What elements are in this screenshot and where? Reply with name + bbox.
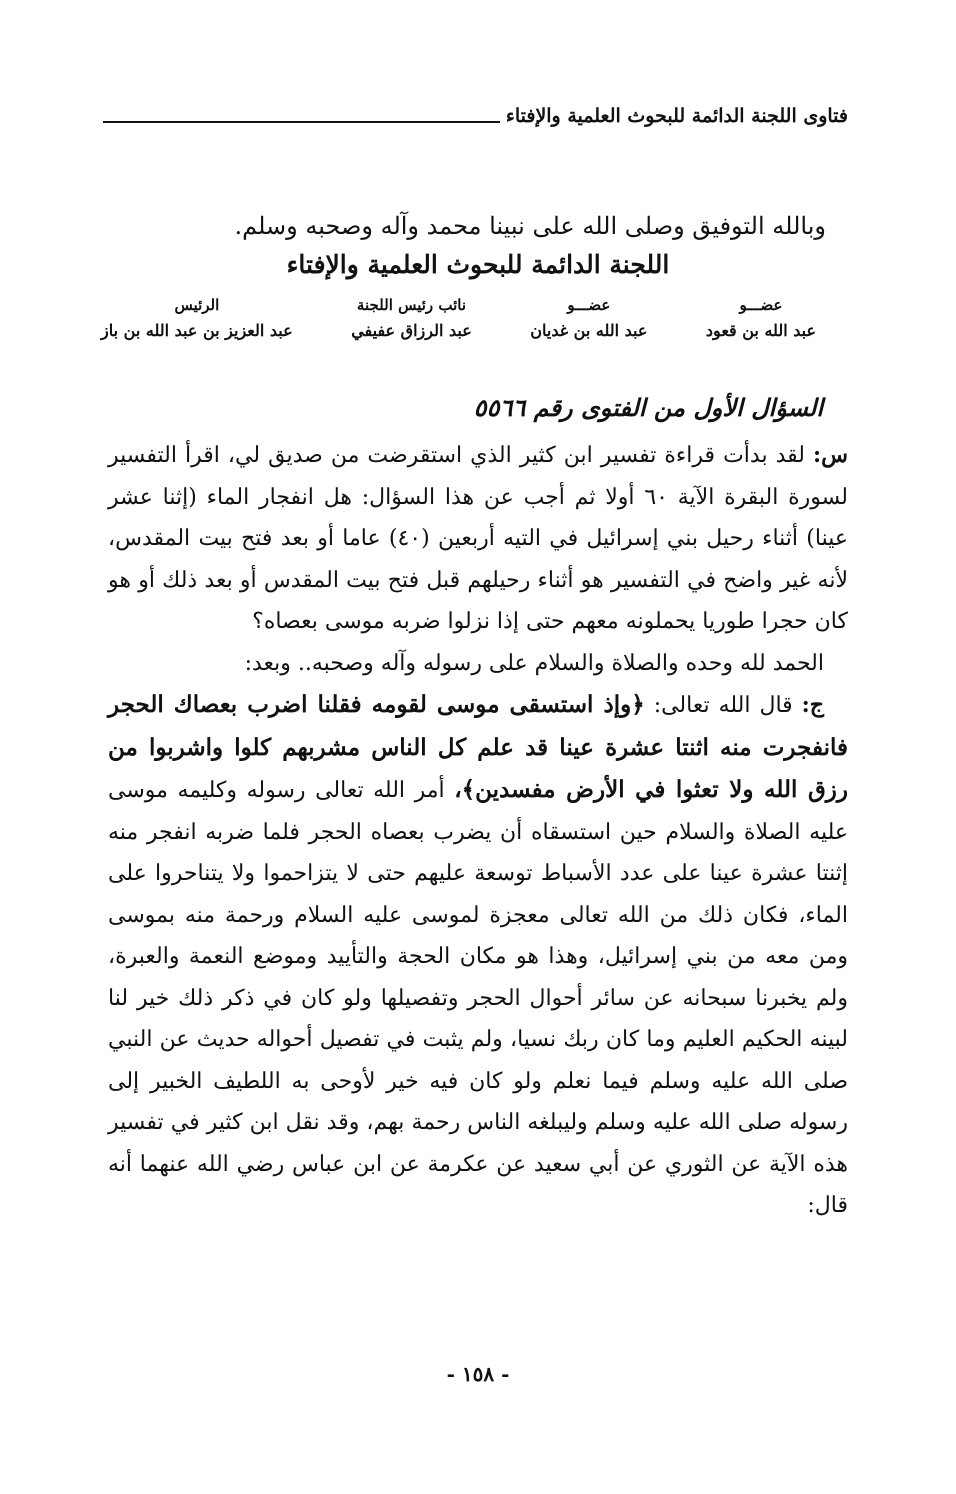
answer-intro: قال الله تعالى:: [653, 693, 793, 718]
signatory-role: الرئيس: [174, 296, 220, 314]
signatory-3: [351, 292, 472, 352]
praise-paragraph: [108, 643, 848, 685]
quran-verse: ﴿وإذ استسقى موسى لقومه فقلنا اضرب بعصاك الحجر فانفجرت منه اثنتا عشرة عينا قد علم كل الناس مشربهم كلوا واشربوا من رزق الله ولا تعثوا في الأرض مفسدين﴾،: [108, 691, 849, 803]
committee-title: اللجنة الدائمة للبحوث العلمية والإفتاء: [286, 250, 670, 279]
running-title: فتاوى اللجنة الدائمة للبحوث العلمية والإفتاء: [505, 105, 848, 127]
answer-paragraph: [108, 684, 848, 1227]
praise-line: الحمد لله وحده والصلاة والسلام على رسوله وآله وصحبه.. وبعد:: [244, 650, 824, 676]
signatory-role: عضـــو: [567, 296, 611, 314]
signatory-2: [530, 292, 647, 352]
signatory-name: عبد الله بن قعود: [705, 321, 816, 340]
signatory-role: نائب رئيس اللجنة: [356, 296, 467, 314]
question-paragraph: [108, 435, 848, 643]
fatwa-body: [108, 435, 848, 1227]
running-header: [103, 96, 848, 126]
answer-text: أمر الله تعالى رسوله وكليمه موسى عليه الصلاة والسلام حين استسقاه أن يضرب بعصاه الحجر فلما ضربه انفجر منه إثنتا عشرة عينا على عدد الأسباط توسعة عليهم حتى لا يتزاحموا ولا يتناحروا على الماء، فكان ذلك من الله تعالى معجزة لموسى عليه السلام ورحمة منه بموسى ومن معه من بني إسرائيل، وهذا هو مكان الحجة والتأييد وموضع النعمة والعبرة، ولم يخبرنا سبحانه عن سائر أحوال الحجر وتفصيلها ولو كان في ذكر ذلك خير لنا لبينه الحكيم العليم وما كان ربك نسيا، ولم يثبت في تفصيل أحواله حديث عن النبي صلى الله عليه وسلم فيما نعلم ولو كان فيه خير لأوحى به اللطيف الخبير إلى رسوله صلى الله عليه وسلم وليبلغه الناس رحمة بهم، وقد نقل ابن كثير في تفسير هذه الآية عن الثوري عن أبي سعيد عن عكرمة عن ابن عباس رضي الله عنهما أنه قال:: [108, 778, 849, 1218]
signatory-role: عضـــو: [739, 296, 783, 314]
signatory-name: عبد العزيز بن عبد الله بن باز: [101, 321, 293, 340]
signatory-4: [101, 292, 293, 352]
header-rule: [103, 121, 500, 123]
closing-line: وبالله التوفيق وصلى الله على نبينا محمد وآله وصحبه وسلم.: [234, 212, 826, 240]
question-text: لقد بدأت قراءة تفسير ابن كثير الذي استقرضت من صديق لي، اقرأ التفسير لسورة البقرة الآية ٦٠ أولا ثم أجب عن هذا السؤال: هل انفجار الماء (إثنا عشر عينا) أثناء رحيل بني إسرائيل في التيه أربعين (٤٠) عاما أو بعد فتح بيت المقدس، لأنه غير واضح في التفسير هو أثناء رحيلهم قبل فتح بيت المقدس أو بعد ذلك أو هو كان حجرا طوريا يحملونه معهم حتى إذا نزلوا ضربه موسى بعصاه؟: [108, 443, 848, 634]
signatory-name: عبد الرزاق عفيفي: [351, 321, 472, 340]
question-label: س:: [813, 442, 849, 468]
signatory-name: عبد الله بن غديان: [530, 321, 648, 340]
signatory-1: [706, 292, 816, 352]
page-number: - ١٥٨ -: [446, 1362, 510, 1386]
question-title: السؤال الأول من الفتوى رقم ٥٥٦٦: [473, 393, 823, 422]
answer-label: ج:: [801, 692, 824, 718]
signatories: [101, 292, 816, 352]
